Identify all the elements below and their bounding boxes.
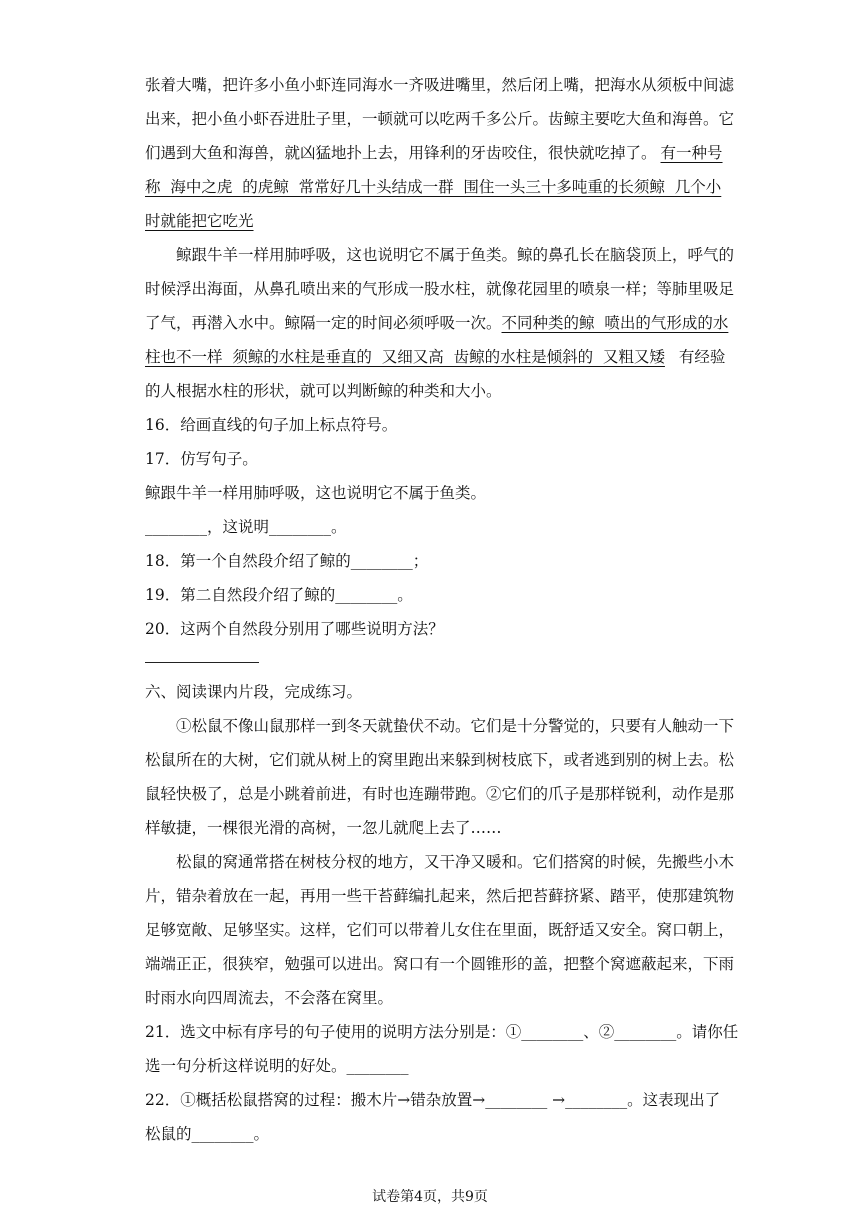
underlined-sentence-start: 有一种号 — [660, 144, 723, 162]
passage1-para2-line-2: 时候浮出海面，从鼻孔喷出来的气形成一股水柱，就像花园里的喷泉一样；等肺里吸足 — [145, 280, 735, 298]
section-6-heading: 六、阅读课内片段，完成练习。 — [145, 683, 363, 701]
question-17-blank: ________，这说明________。 — [145, 518, 347, 536]
section6-line-4: 样敏捷，一棵很光滑的高树，一忽儿就爬上去了…… — [145, 819, 502, 837]
section6-line-7: 足够宽敞、足够坚实。这样，它们可以带着儿女住在里面，既舒适又安全。窝口朝上， — [145, 921, 735, 939]
question-21-line-1: 21．选文中标有序号的句子使用的说明方法分别是：①________、②________。请你任 — [145, 1023, 739, 1041]
passage1-line-2: 出来，把小鱼小虾吞进肚子里，一顿就可以吃两千多公斤。齿鲸主要吃大鱼和海兽。它 — [145, 110, 735, 128]
question-22-line-2: 松鼠的________。 — [145, 1125, 270, 1143]
question-21-line-2: 选一句分析这样说明的好处。________ — [145, 1057, 409, 1075]
underlined-sentence-line-3: 时就能把它吃光 — [145, 212, 254, 230]
passage1-para2-line-3 — [145, 312, 729, 334]
question-20-answer-line — [145, 662, 259, 663]
passage1-line-3 — [145, 142, 723, 164]
passage1-para2-line-3-text: 了气，再潜入水中。鲸隔一定的时间必须呼吸一次。 — [145, 314, 502, 332]
question-18: 18．第一个自然段介绍了鲸的________； — [145, 552, 429, 570]
passage1-para2-line-5: 的人根据水柱的形状，就可以判断鲸的种类和大小。 — [145, 382, 502, 400]
underlined-sentence-line-2: 称 海中之虎 的虎鲸 常常好几十头结成一群 围住一头三十多吨重的长须鲸 几个小 — [145, 178, 722, 196]
passage1-line-3-text: 们遇到大鱼和海兽，就凶猛地扑上去，用锋利的牙齿咬住，很快就吃掉了。 — [145, 144, 657, 162]
passage1-para2-line-1: 鲸跟牛羊一样用肺呼吸，这也说明它不属于鱼类。鲸的鼻孔长在脑袋顶上，呼气的 — [176, 246, 735, 264]
section6-line-1: ①松鼠不像山鼠那样一到冬天就蛰伏不动。它们是十分警觉的，只要有人触动一下 — [176, 717, 735, 735]
section6-line-3: 鼠轻快极了，总是小跳着前进，有时也连蹦带跑。②它们的爪子是那样锐利，动作是那 — [145, 785, 735, 803]
page-footer: 试卷第4页，共9页 — [372, 1189, 488, 1205]
passage1-line-1: 张着大嘴，把许多小鱼小虾连同海水一齐吸进嘴里，然后闭上嘴，把海水从须板中间滤 — [145, 76, 735, 94]
question-22-line-1: 22．①概括松鼠搭窝的过程：搬木片→错杂放置→________ →________。这表现出了 — [145, 1091, 721, 1109]
section6-line-9: 时雨水向四周流去，不会落在窝里。 — [145, 989, 394, 1007]
section6-line-2: 松鼠所在的大树，它们就从树上的窝里跑出来躲到树枝底下，或者逃到别的树上去。松 — [145, 751, 735, 769]
question-17-example: 鲸跟牛羊一样用肺呼吸，这也说明它不属于鱼类。 — [145, 484, 487, 502]
underlined-sentence2-text: 柱也不一样 须鲸的水柱是垂直的 又细又高 齿鲸的水柱是倾斜的 又粗又矮 — [145, 348, 665, 366]
section6-line-8: 端端正正，很狭窄，勉强可以进出。窝口有一个圆锥形的盖，把整个窝遮蔽起来，下雨 — [145, 955, 735, 973]
question-17: 17．仿写句子。 — [145, 450, 258, 468]
underlined-sentence2-start: 不同种类的鲸 喷出的气形成的水 — [501, 314, 729, 332]
question-16: 16．给画直线的句子加上标点符号。 — [145, 416, 398, 434]
section6-line-6: 片，错杂着放在一起，再用一些干苔藓编扎起来，然后把苔藓挤紧、踏平，使那建筑物 — [145, 887, 735, 905]
passage1-tail: 有经验 — [678, 348, 726, 366]
underlined-sentence2-line-2 — [145, 346, 726, 368]
question-20: 20．这两个自然段分别用了哪些说明方法？ — [145, 620, 444, 638]
question-19: 19．第二自然段介绍了鲸的________。 — [145, 586, 413, 604]
section6-line-5: 松鼠的窝通常搭在树枝分杈的地方，又干净又暖和。它们搭窝的时候，先搬些小木 — [176, 853, 735, 871]
